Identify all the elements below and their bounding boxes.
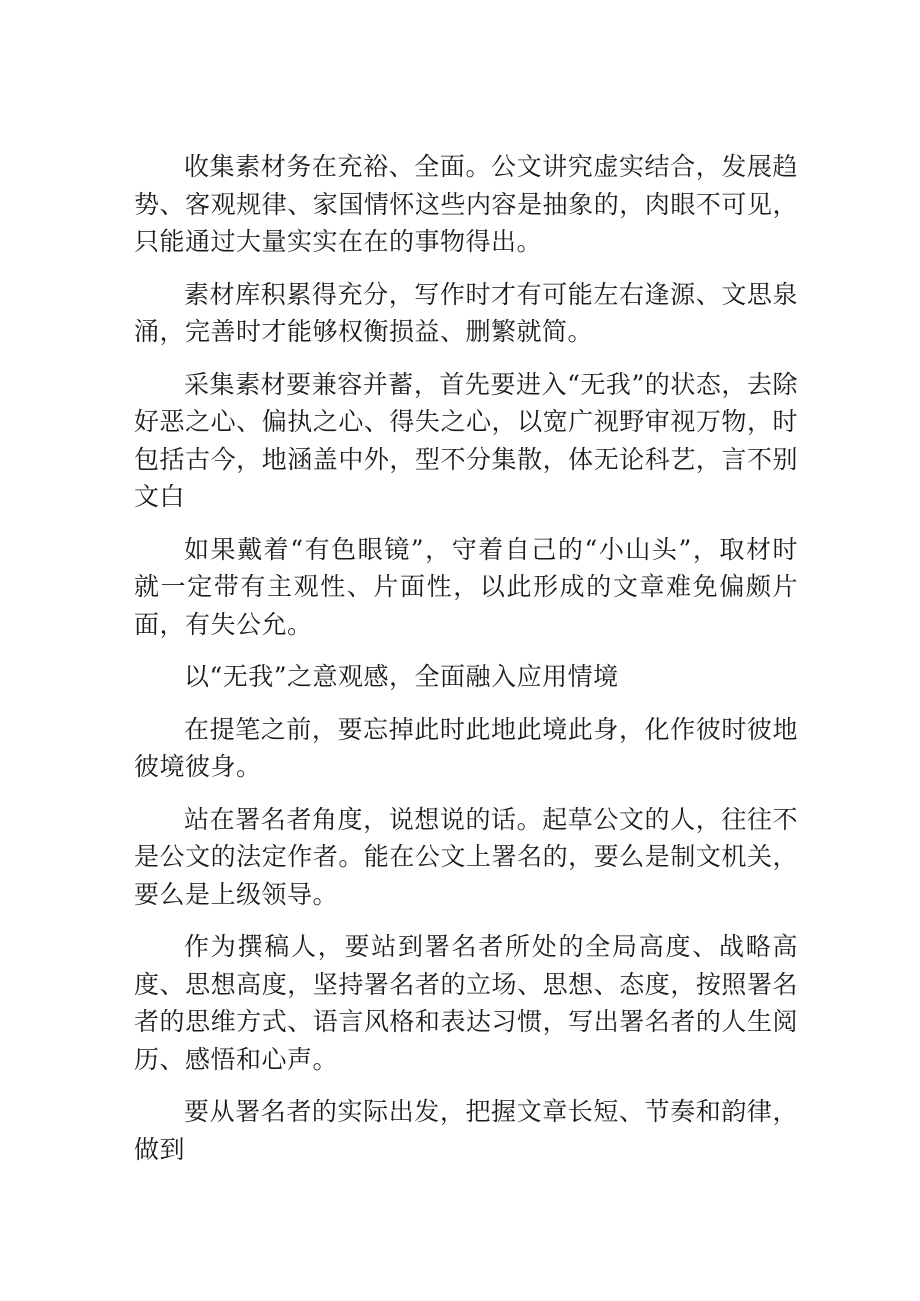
paragraph-3: 采集素材要兼容并蓄，首先要进入“无我”的状态，去除好恶之心、偏执之心、得失之心，以宽广视野审视万物，时包括古今，地涵盖中外，型不分集散，体无论科艺，言不别文白 <box>134 369 798 511</box>
paragraph-2: 素材库积累得充分，写作时才有可能左右逢源、文思泉涌，完善时才能够权衡损益、删繁就简。 <box>134 279 798 346</box>
paragraph-8: 作为撰稿人，要站到署名者所处的全局高度、战略高度、思想高度，坚持署名者的立场、思想、态度，按照署名者的思维方式、语言风格和表达习惯，写出署名者的人生阅历、感悟和心声。 <box>134 932 798 1074</box>
paragraph-1: 收集素材务在充裕、全面。公文讲究虚实结合，发展趋势、客观规律、家国情怀这些内容是抽象的，肉眼不可见，只能通过大量实实在在的事物得出。 <box>134 152 798 256</box>
paragraph-9: 要从署名者的实际出发，把握文章长短、节奏和韵律，做到 <box>134 1097 798 1164</box>
paragraph-7: 站在署名者角度，说想说的话。起草公文的人，往往不是公文的法定作者。能在公文上署名的，要么是制文机关，要么是上级领导。 <box>134 804 798 909</box>
paragraph-6: 在提笔之前，要忘掉此时此地此境此身，化作彼时彼地彼境彼身。 <box>134 714 798 781</box>
paragraph-4: 如果戴着“有色眼镜”，守着自己的“小山头”，取材时就一定带有主观性、片面性，以此形成的文章难免偏颇片面，有失公允。 <box>134 534 798 639</box>
document-body <box>134 148 798 1183</box>
paragraph-5-heading: 以“无我”之意观感，全面融入应用情境 <box>184 662 619 691</box>
